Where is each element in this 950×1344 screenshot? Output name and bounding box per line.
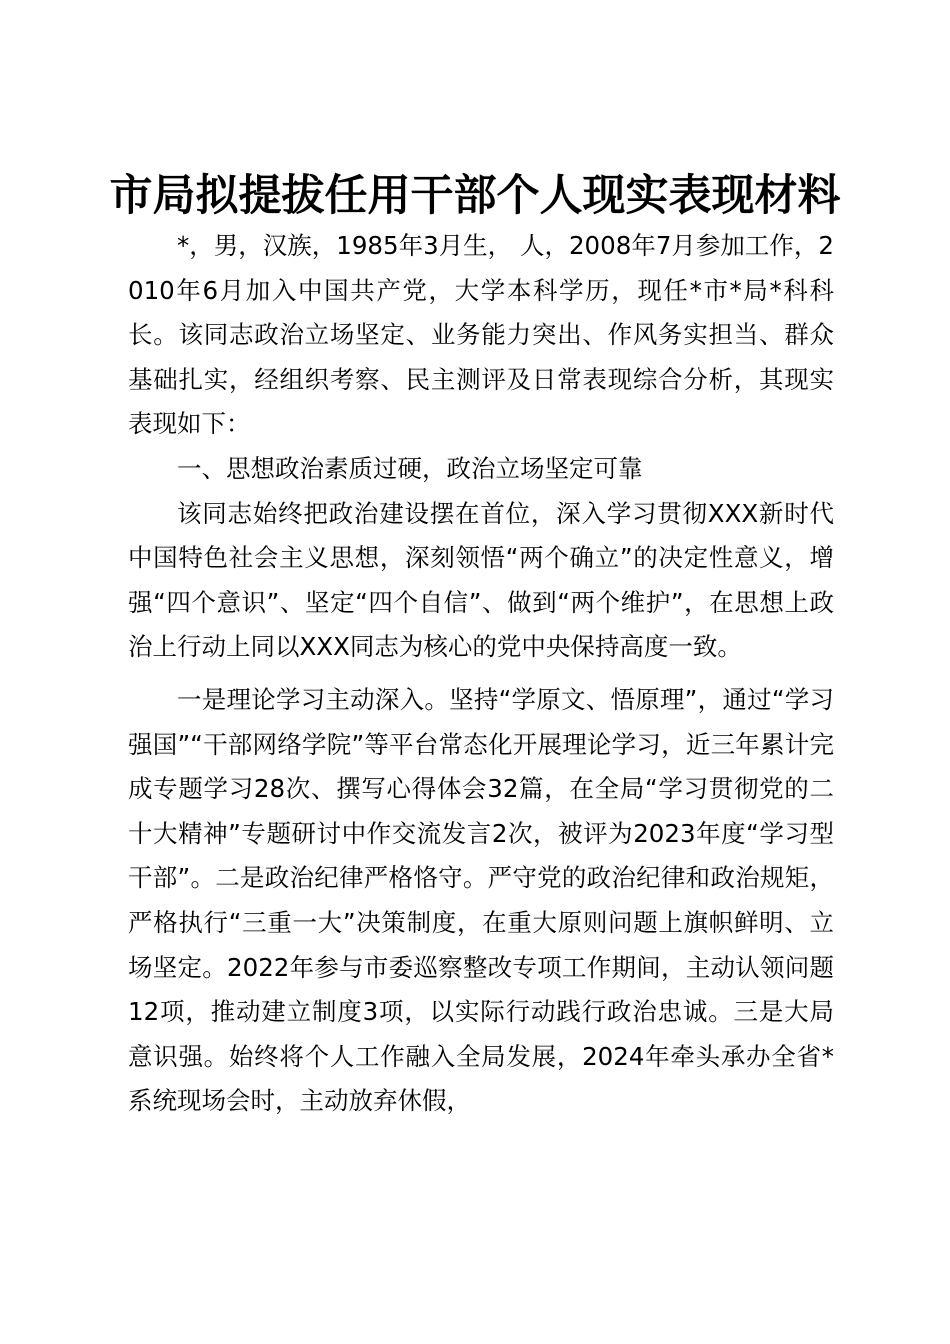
document-body — [128, 224, 834, 1124]
section-heading: 一、思想政治素质过硬，政治立场坚定可靠 — [177, 453, 643, 483]
document-title: 市局拟提拔任用干部个人现实表现材料 — [109, 171, 841, 221]
political-paragraph: 该同志始终把政治建设摆在首位，深入学习贯彻XXX新时代中国特色社会主义思想，深刻领悟“两个确立”的决定性意义，增强“四个意识”、坚定“四个自信”、做到“两个维护”，在思想上政治上行动上同以XXX同志为核心的党中央保持高度一致。 — [128, 498, 834, 662]
details-paragraph: 一是理论学习主动深入。坚持“学原文、悟原理”，通过“学习强国”“干部网络学院”等平台常态化开展理论学习，近三年累计完成专题学习28次、撰写心得体会32篇，在全局“学习贯彻党的二十大精神”专题研讨中作交流发言2次，被评为2023年度“学习型干部”。二是政治纪律严格恪守。严守党的政治纪律和政治规矩，严格执行“三重一大”决策制度，在重大原则问题上旗帜鲜明、立场坚定。2022年参与市委巡察整改专项工作期间，主动认领问题12项，推动建立制度3项，以实际行动践行政治忠诚。三是大局意识强。始终将个人工作融入全局发展，2024年牵头承办全省*系统现场会时，主动放弃休假， — [128, 684, 834, 1116]
intro-paragraph: *，男，汉族，1985年3月生， 人，2008年7月参加工作，2010年6月加入中国共产党，大学本科学历，现任*市*局*科科长。该同志政治立场坚定、业务能力突出、作风务实担当、群众基础扎实，经组织考察、民主测评及日常表现综合分析，其现实表现如下： — [128, 231, 834, 439]
